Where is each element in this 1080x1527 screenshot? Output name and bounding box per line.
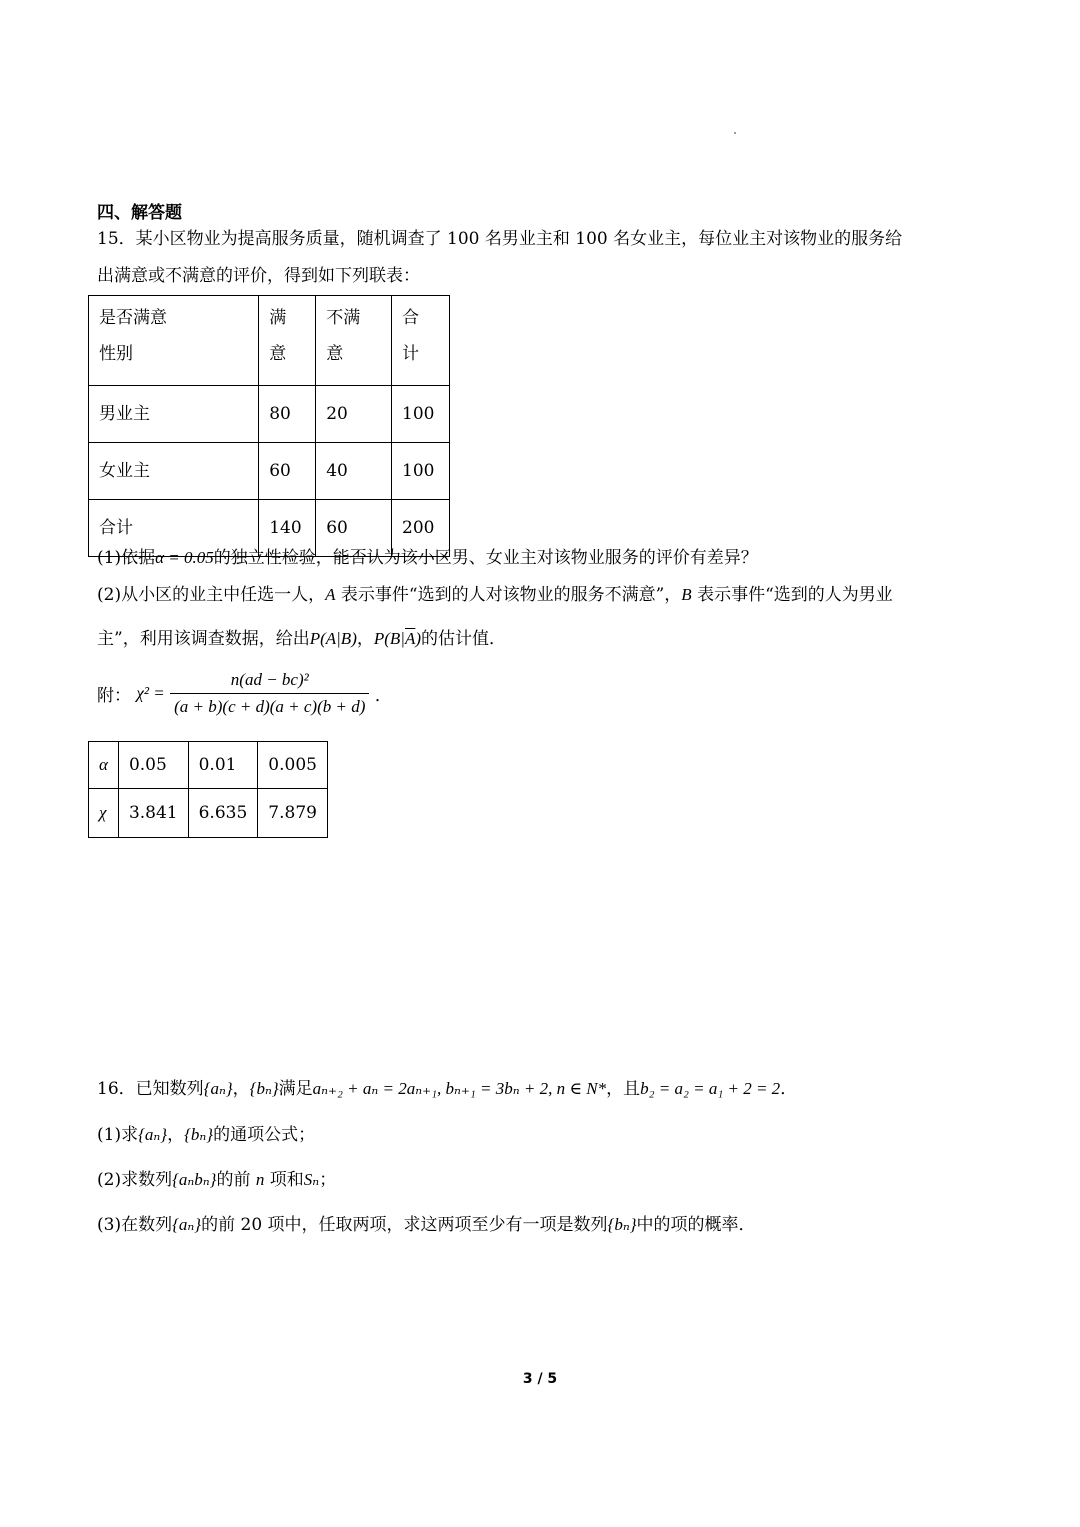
prob-a-given-b: P(A|B) [309, 629, 357, 648]
table-cell: 60 [259, 443, 316, 500]
table-cell: 60 [316, 500, 392, 557]
chi-square-formula: 附： χ² = $\frac{\text{n(ad − bc)²}}{(a + b)(c + d)(a + c)(b + d)}$ ． [97, 670, 392, 716]
table-row [89, 443, 450, 500]
table-cell: 80 [259, 386, 316, 443]
prob-b-given-not-a: $P(B|\overline{A})$ [373, 629, 422, 648]
initial-condition: b₂ = a₂ = a₁ + 2 = 2 [640, 1079, 781, 1098]
q16-part1: (1)求{aₙ}，{bₙ}的通项公式； [97, 1125, 316, 1145]
table-cell: 20 [316, 386, 392, 443]
table-row [89, 789, 328, 838]
formula-fraction: $\frac{\text{n(ad − bc)²}}{(a + b)(c + d)(a + c)(b + d)}$ [170, 670, 369, 717]
q16-part2: (2)求数列{aₙbₙ}的前 n 项和Sₙ； [97, 1170, 337, 1190]
table-row [89, 386, 450, 443]
alpha-expression: α = 0.05 [155, 548, 214, 567]
table-header-cell: α [89, 742, 119, 789]
table-cell: 200 [392, 500, 450, 557]
table-cell: 0.005 [258, 742, 328, 789]
table-cell: 100 [392, 443, 450, 500]
table-cell: 3.841 [118, 789, 188, 838]
table-header-cell: 满 意 [259, 296, 316, 386]
table-cell: 0.05 [118, 742, 188, 789]
table-cell: 140 [259, 500, 316, 557]
event-a: A [325, 585, 336, 604]
table-cell: 男业主 [89, 386, 259, 443]
table-header-cell: 合 计 [392, 296, 450, 386]
q15-part1: (1)依据α = 0.05的独立性检验，能否认为该小区男、女业主对该物业服务的评价有差异？ [97, 548, 758, 568]
table-cell: 40 [316, 443, 392, 500]
event-b: B [681, 585, 692, 604]
q16-stem: 16．已知数列{aₙ}，{bₙ}满足aₙ₊₂ + aₙ = 2aₙ₊₁, bₙ₊₁ = 3bₙ + 2, n ∈ N*，且b₂ = a₂ = a₁ + 2 = 2． [97, 1079, 798, 1099]
table-header-row [89, 296, 450, 386]
table-cell: 7.879 [258, 789, 328, 838]
page-number: 3 / 5 [522, 1371, 558, 1387]
q15-part2-line2: 主”，利用该调查数据，给出P(A|B)，$P(B|\overline{A})$的估计值． [97, 629, 507, 649]
table-row [89, 742, 328, 789]
table-cell: 0.01 [188, 742, 258, 789]
table-cell: 6.635 [188, 789, 258, 838]
table-cell: 合计 [89, 500, 259, 557]
table-header-cell: χ [89, 789, 119, 838]
table-cell: 100 [392, 386, 450, 443]
contingency-table [88, 295, 450, 557]
q15-stem-line1: 15．某小区物业为提高服务质量，随机调查了 100 名男业主和 100 名女业主，每位业主对该物业的服务给 [97, 229, 903, 249]
q15-part2-line1: (2)从小区的业主中任选一人，A 表示事件“选到的人对该物业的服务不满意”，B 表示事件“选到的人为男业 [97, 585, 893, 605]
critical-value-table [88, 741, 328, 838]
q16-part3: (3)在数列{aₙ}的前 20 项中，任取两项，求这两项至少有一项是数列{bₙ}中的项的概率． [97, 1215, 756, 1235]
recurrence-condition: aₙ₊₂ + aₙ = 2aₙ₊₁, bₙ₊₁ = 3bₙ + 2, n ∈ N* [312, 1079, 607, 1098]
stray-dot [734, 132, 736, 134]
q15-stem-line2: 出满意或不满意的评价，得到如下列联表： [97, 266, 420, 286]
table-header-cell: 不满 意 [316, 296, 392, 386]
section-title: 四、解答题 [97, 203, 182, 223]
table-header-cell: 是否满意 性别 [89, 296, 259, 386]
table-cell: 女业主 [89, 443, 259, 500]
